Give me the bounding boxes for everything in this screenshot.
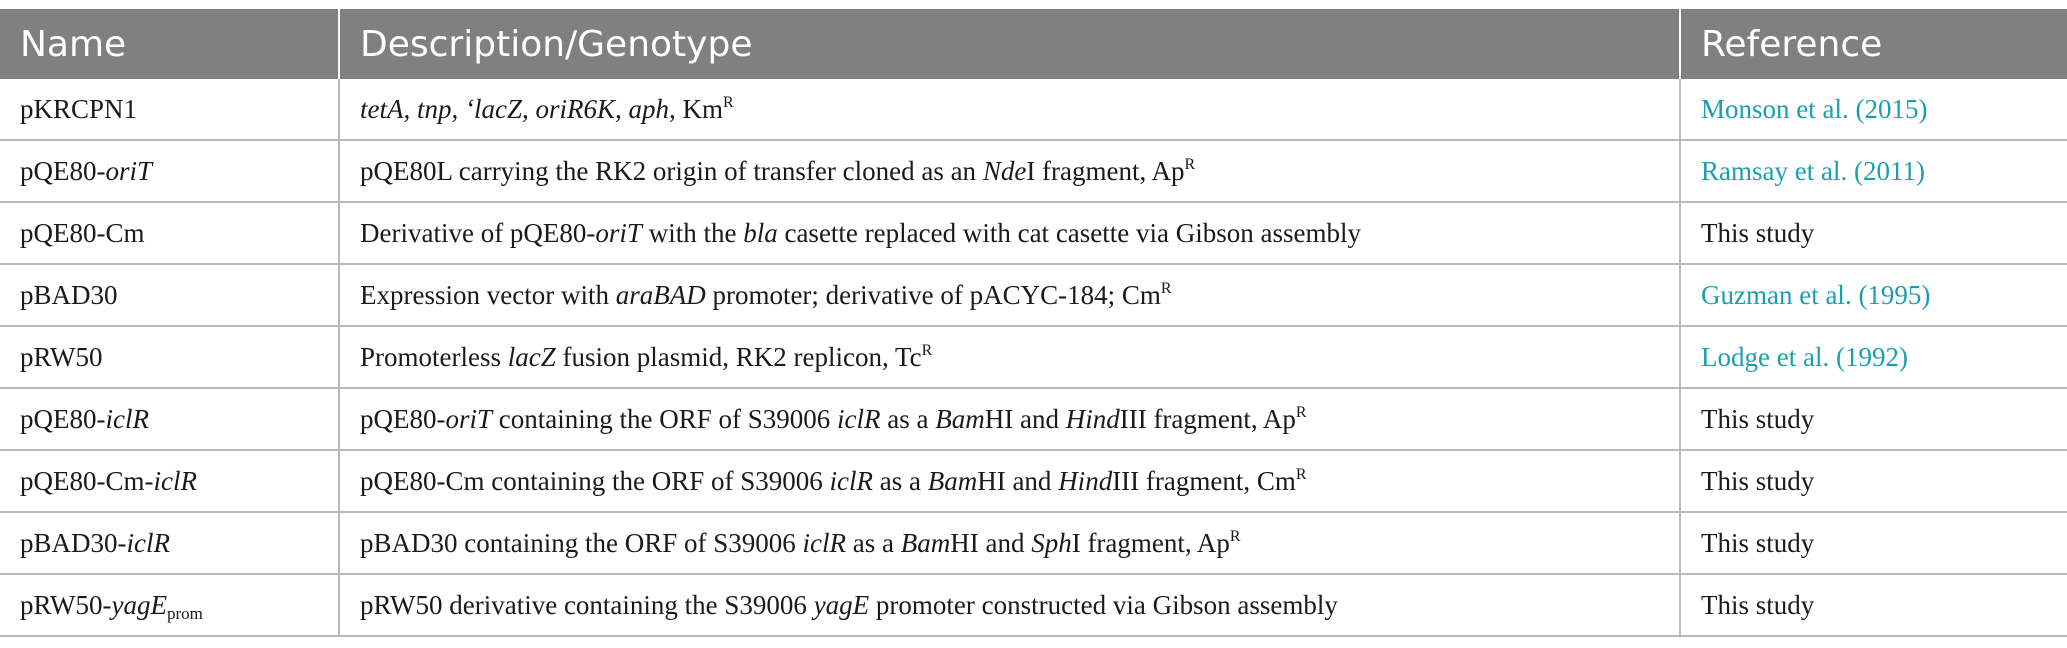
text-segment: R <box>921 341 933 359</box>
text-segment: as a <box>880 403 936 434</box>
cell-description <box>339 450 1680 512</box>
cell-description <box>339 140 1680 202</box>
text-segment: iclR <box>126 527 170 558</box>
cell-name <box>0 574 339 636</box>
text-segment: Promoterless <box>360 341 508 372</box>
table-row <box>0 450 2067 512</box>
text-segment: prom <box>166 603 203 623</box>
text-segment: iclR <box>802 527 846 558</box>
text-segment: promoter; derivative of pACYC-184; Cm <box>705 279 1161 310</box>
text-segment: III fragment, Cm <box>1112 465 1296 496</box>
text-segment: with the <box>641 217 744 248</box>
text-segment: iclR <box>837 403 881 434</box>
text-segment: Derivative of pQE80- <box>360 217 596 248</box>
header-row <box>0 9 2067 79</box>
header-name: Name <box>0 9 339 79</box>
table-row <box>0 326 2067 388</box>
cell-name <box>0 202 339 264</box>
text-segment: R <box>722 93 734 111</box>
cell-reference: This study <box>1680 450 2067 512</box>
text-segment: HI and <box>984 403 1066 434</box>
table-row <box>0 79 2067 140</box>
text-segment: R <box>1229 527 1241 545</box>
text-segment: oriT <box>105 155 153 186</box>
cell-description <box>339 574 1680 636</box>
table-row <box>0 140 2067 202</box>
text-segment: pKRCPN1 <box>20 93 138 124</box>
text-segment: pBAD30- <box>20 527 127 558</box>
text-segment: yagE <box>813 589 870 620</box>
text-segment: pQE80- <box>20 155 106 186</box>
cell-name <box>0 140 339 202</box>
text-segment: Bam <box>927 465 978 496</box>
text-segment: yagE <box>111 589 167 620</box>
cell-description <box>339 326 1680 388</box>
text-segment: R <box>1295 465 1307 483</box>
table-row <box>0 202 2067 264</box>
table-header <box>0 9 2067 79</box>
text-segment: Hind <box>1065 403 1120 434</box>
text-segment: pRW50 derivative containing the S39006 <box>360 589 814 620</box>
text-segment: Hind <box>1058 465 1113 496</box>
text-segment: as a <box>845 527 901 558</box>
text-segment: tetA, tnp, ‘lacZ, oriR6K, aph <box>360 93 669 124</box>
text-segment: iclR <box>153 465 197 496</box>
text-segment: araBAD <box>615 279 706 310</box>
cell-description <box>339 264 1680 326</box>
reference-link[interactable]: Ramsay et al. (2011) <box>1680 140 2067 202</box>
cell-description <box>339 79 1680 140</box>
cell-name <box>0 264 339 326</box>
cell-name <box>0 450 339 512</box>
text-segment: iclR <box>105 403 149 434</box>
text-segment: pBAD30 <box>20 279 118 310</box>
cell-description <box>339 202 1680 264</box>
cell-reference: This study <box>1680 512 2067 574</box>
text-segment: oriT <box>595 217 642 248</box>
text-segment: Bam <box>900 527 951 558</box>
cell-reference: This study <box>1680 574 2067 636</box>
text-segment: I fragment, Ap <box>1071 527 1230 558</box>
reference-link[interactable]: Monson et al. (2015) <box>1680 79 2067 140</box>
cell-name <box>0 512 339 574</box>
cell-name <box>0 79 339 140</box>
cell-reference: This study <box>1680 388 2067 450</box>
text-segment: pQE80-Cm containing the ORF of S39006 <box>360 465 830 496</box>
text-segment: promoter constructed via Gibson assembly <box>869 589 1338 620</box>
reference-link[interactable]: Guzman et al. (1995) <box>1680 264 2067 326</box>
text-segment: pQE80- <box>20 403 106 434</box>
text-segment: HI and <box>950 527 1032 558</box>
header-description: Description/Genotype <box>339 9 1680 79</box>
text-segment: containing the ORF of S39006 <box>492 403 838 434</box>
text-segment: pQE80-Cm <box>20 217 145 248</box>
plasmid-table-container <box>0 9 2067 637</box>
text-segment: III fragment, Ap <box>1119 403 1296 434</box>
text-segment: bla <box>743 217 778 248</box>
text-segment: HI and <box>977 465 1059 496</box>
cell-name <box>0 326 339 388</box>
text-segment: pQE80-Cm- <box>20 465 154 496</box>
cell-description <box>339 388 1680 450</box>
text-segment: R <box>1160 279 1172 297</box>
text-segment: Sph <box>1031 527 1072 558</box>
text-segment: iclR <box>829 465 873 496</box>
text-segment: Bam <box>935 403 985 434</box>
cell-reference: This study <box>1680 202 2067 264</box>
table-row <box>0 512 2067 574</box>
table-body <box>0 79 2067 636</box>
text-segment: Nde <box>982 155 1027 186</box>
text-segment: R <box>1184 155 1196 173</box>
text-segment: pBAD30 containing the ORF of S39006 <box>360 527 803 558</box>
table-row <box>0 574 2067 636</box>
text-segment: pQE80- <box>360 403 446 434</box>
reference-link[interactable]: Lodge et al. (1992) <box>1680 326 2067 388</box>
text-segment: as a <box>872 465 928 496</box>
text-segment: fusion plasmid, RK2 replicon, Tc <box>555 341 922 372</box>
text-segment: pQE80L carrying the RK2 origin of transfer cloned as an <box>360 155 983 186</box>
text-segment: , Km <box>668 93 723 124</box>
text-segment: oriT <box>445 403 493 434</box>
text-segment: Expression vector with <box>360 279 616 310</box>
cell-description <box>339 512 1680 574</box>
cell-name <box>0 388 339 450</box>
text-segment: pRW50- <box>20 589 112 620</box>
header-reference: Reference <box>1680 9 2067 79</box>
text-segment: lacZ <box>507 341 556 372</box>
text-segment: pRW50 <box>20 341 103 372</box>
text-segment: casette replaced with cat casette via Gibson assembly <box>777 217 1361 248</box>
table-row <box>0 264 2067 326</box>
text-segment: R <box>1295 403 1307 421</box>
text-segment: I fragment, Ap <box>1026 155 1185 186</box>
table-row <box>0 388 2067 450</box>
plasmid-table <box>0 9 2067 637</box>
